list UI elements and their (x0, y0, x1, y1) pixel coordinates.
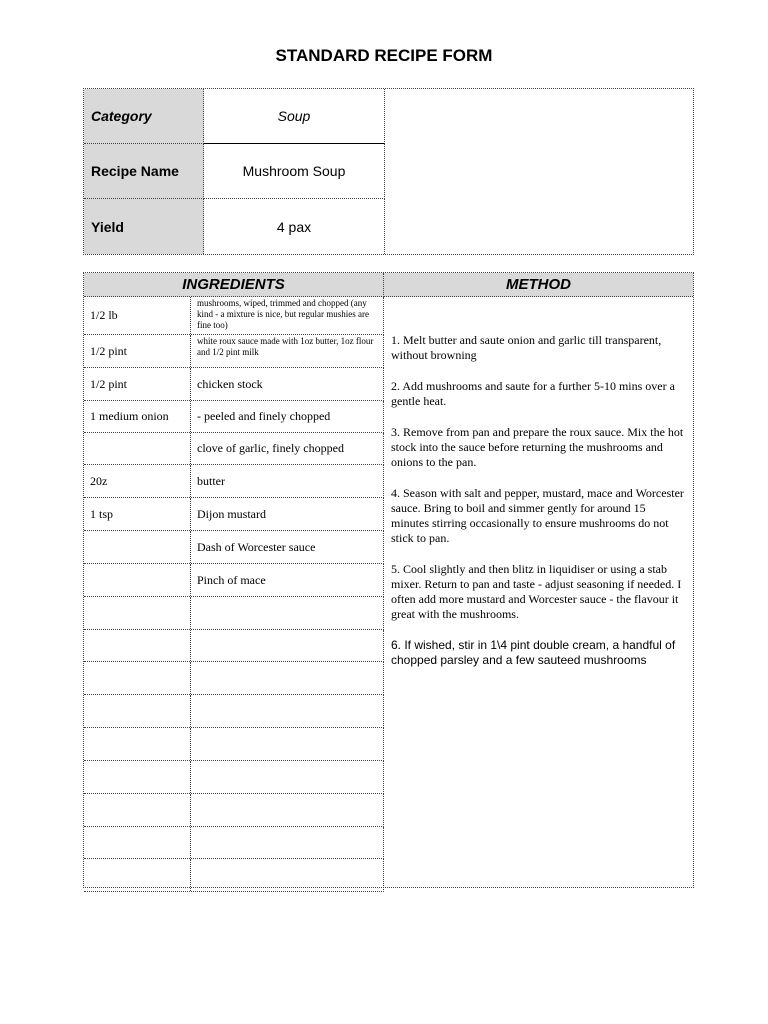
ingredient-quantity (84, 827, 191, 858)
method-step: 3. Remove from pan and prepare the roux sauce. Mix the hot stock into the sauce before returning the mushrooms and onions to the pan. (391, 425, 684, 469)
ingredient-quantity (84, 662, 191, 694)
ingredient-quantity (84, 761, 191, 793)
ingredient-row (84, 859, 384, 892)
ingredient-quantity (84, 794, 191, 826)
ingredient-row (84, 531, 384, 564)
ingredient-row (84, 794, 384, 827)
photo-area (385, 89, 693, 254)
ingredient-item (191, 695, 383, 727)
recipe-info-table (83, 88, 694, 255)
category-label: Category (84, 89, 204, 144)
ingredient-quantity: 20z (84, 465, 191, 497)
ingredient-row (84, 695, 384, 728)
method-step: 2. Add mushrooms and saute for a further 5-10 mins over a gentle heat. (391, 379, 675, 408)
ingredient-item: butter (197, 473, 225, 488)
ingredient-row (84, 368, 384, 401)
ingredient-quantity (84, 597, 191, 629)
ingredient-quantity: 1 medium onion (84, 401, 191, 432)
ingredient-item (191, 827, 383, 858)
ingredient-item: Dash of Worcester sauce (197, 539, 316, 554)
recipe-name-value: Mushroom Soup (204, 144, 385, 199)
ingredient-quantity: 1 tsp (84, 498, 191, 530)
ingredient-item: Pinch of mace (197, 572, 266, 587)
ingredient-quantity (84, 859, 191, 891)
ingredient-row (84, 827, 384, 859)
ingredient-row (84, 498, 384, 531)
ingredient-item: mushrooms, wiped, trimmed and chopped (any kind - a mixture is nice, but regular mushies are fine too) (197, 298, 369, 330)
ingredient-item: white roux sauce made with 1oz butter, 1oz flour and 1/2 pint milk (197, 336, 374, 357)
ingredient-item: Dijon mustard (197, 506, 266, 521)
yield-label: Yield (84, 199, 204, 254)
ingredient-row (84, 597, 384, 630)
ingredient-quantity: 1/2 pint (84, 368, 191, 400)
ingredient-quantity (84, 433, 191, 464)
ingredient-quantity: 1/2 pint (84, 335, 191, 367)
ingredient-row (84, 761, 384, 794)
method-step: 6. If wished, stir in 1\4 pint double cream, a handful of chopped parsley and a few sauteed mushrooms (391, 638, 676, 667)
ingredient-quantity: 1/2 lb (84, 297, 191, 334)
ingredient-row (84, 630, 384, 662)
yield-value: 4 pax (204, 199, 385, 254)
ingredient-item (191, 859, 383, 891)
ingredient-item (191, 630, 383, 661)
ingredient-item (191, 761, 383, 793)
ingredient-item (191, 794, 383, 826)
ingredient-item: chicken stock (197, 376, 263, 391)
ingredient-quantity (84, 564, 191, 596)
recipe-name-label: Recipe Name (84, 144, 204, 199)
category-value: Soup (204, 89, 385, 144)
page-title: STANDARD RECIPE FORM (275, 46, 493, 65)
ingredient-row (84, 465, 384, 498)
ingredient-item: clove of garlic, finely chopped (197, 441, 344, 455)
ingredient-row (84, 662, 384, 695)
ingredient-row (84, 433, 384, 465)
ingredient-quantity (84, 630, 191, 661)
ingredient-quantity (84, 695, 191, 727)
method-step: 5. Cool slightly and then blitz in liquidiser or using a stab mixer. Return to pan and taste - adjust seasoning if needed. I often add more mustard and Worcester sauce - the flavour it great with the mushrooms. (391, 562, 682, 621)
ingredients-header: INGREDIENTS (84, 273, 384, 297)
ingredient-quantity (84, 531, 191, 563)
ingredients-list (84, 297, 384, 892)
ingredient-quantity (84, 728, 191, 760)
recipe-main-table (83, 272, 694, 888)
method-text (384, 297, 693, 887)
method-step: 4. Season with salt and pepper, mustard, mace and Worcester sauce. Bring to boil and simmer gently for around 15 minutes stirring occasionally to ensure mushrooms do not stick to pan. (391, 486, 684, 545)
ingredient-item (191, 662, 383, 694)
ingredient-row (84, 564, 384, 597)
ingredient-item: - peeled and finely chopped (197, 409, 331, 423)
ingredient-row (84, 728, 384, 761)
ingredient-item (191, 728, 383, 760)
ingredient-item (191, 597, 383, 629)
ingredient-row (84, 335, 384, 368)
ingredient-row (84, 401, 384, 433)
method-header: METHOD (384, 273, 693, 297)
ingredient-row (84, 297, 384, 335)
method-step: 1. Melt butter and saute onion and garlic till transparent, without browning (391, 333, 662, 362)
